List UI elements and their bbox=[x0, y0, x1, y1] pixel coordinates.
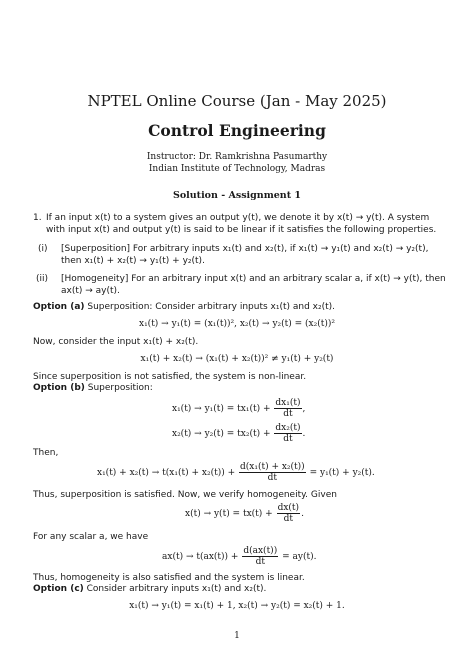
option-a-equation-1: x₁(t) → y₁(t) = (x₁(t))², x₂(t) → y₂(t) = (x₂(t))² bbox=[139, 319, 335, 329]
fraction-dx-dt bbox=[277, 503, 300, 524]
solution-heading: Solution - Assignment 1 bbox=[172, 190, 302, 201]
equation-2-tail: . bbox=[302, 429, 306, 439]
option-a-intro: Superposition: Consider arbitrary inputs x₁(t) and x₂(t). bbox=[84, 302, 336, 312]
equation-4-lhs: x(t) → y(t) = tx(t) + bbox=[185, 509, 273, 519]
fraction-d-ax-dt bbox=[242, 546, 278, 567]
option-b-heading bbox=[33, 383, 153, 394]
property-label-i: (i) bbox=[38, 244, 48, 254]
equation-2-lhs: x₂(t) → y₂(t) = tx₂(t) + bbox=[172, 429, 271, 439]
institute-line: Indian Institute of Technology, Madras bbox=[148, 164, 326, 174]
option-c-label: Option (c) bbox=[33, 584, 84, 594]
equation-5-rhs: = ay(t). bbox=[282, 552, 317, 562]
option-c-equation-1: x₁(t) → y₁(t) = x₁(t) + 1, x₂(t) → y₂(t) = x₂(t) + 1. bbox=[129, 601, 345, 611]
option-b-then: Then, bbox=[33, 448, 59, 458]
page-number: 1 bbox=[234, 631, 240, 641]
equation-4-tail: . bbox=[301, 509, 304, 519]
fraction-d-sum-dt bbox=[239, 462, 306, 483]
option-b-equation-1 bbox=[172, 398, 305, 419]
fraction-numerator: dx₁(t) bbox=[275, 398, 301, 408]
fraction-dx1-dt bbox=[274, 398, 301, 419]
option-b-label: Option (b) bbox=[33, 383, 85, 393]
homogeneity-property-line1: [Homogeneity] For an arbitrary input x(t) and an arbitrary scalar a, if x(t) → y(t), then bbox=[61, 274, 446, 284]
fraction-dx2-dt bbox=[274, 423, 301, 444]
equation-3-rhs: = y₁(t) + y₂(t). bbox=[309, 468, 375, 478]
question-number: 1. bbox=[33, 213, 42, 223]
instructor-line: Instructor: Dr. Ramkrishna Pasumarthy bbox=[146, 152, 328, 162]
property-label-ii: (ii) bbox=[36, 274, 49, 284]
course-name: NPTEL Online Course (Jan - May 2025) bbox=[87, 92, 387, 110]
homogeneity-property-line2: ax(t) → ay(t). bbox=[61, 286, 120, 296]
option-b-text-4: Thus, superposition is satisfied. Now, we verify homogeneity. Given bbox=[33, 490, 337, 500]
fraction-denominator: dt bbox=[283, 409, 293, 419]
superposition-property-line2: then x₁(t) + x₂(t) → y₁(t) + y₂(t). bbox=[61, 256, 205, 266]
fraction-denominator: dt bbox=[283, 514, 294, 524]
option-a-conclusion: Since superposition is not satisfied, the system is non-linear. bbox=[33, 372, 307, 382]
fraction-denominator: dt bbox=[255, 557, 265, 567]
fraction-numerator: dx(t) bbox=[277, 503, 300, 513]
fraction-denominator: dt bbox=[283, 434, 293, 444]
equation-3-lhs: x₁(t) + x₂(t) → t(x₁(t) + x₂(t)) + bbox=[97, 468, 236, 478]
option-b-conclusion: Thus, homogeneity is also satisfied and the system is linear. bbox=[33, 573, 305, 583]
equation-1-tail: , bbox=[302, 404, 306, 414]
equation-1-lhs: x₁(t) → y₁(t) = tx₁(t) + bbox=[172, 404, 271, 414]
option-b-equation-5 bbox=[162, 546, 316, 567]
option-c-intro: Consider arbitrary inputs x₁(t) and x₂(t). bbox=[83, 584, 267, 594]
option-b-text-5: For any scalar a, we have bbox=[33, 532, 149, 542]
option-b-intro: Superposition: bbox=[84, 383, 153, 393]
option-a-text-2: Now, consider the input x₁(t) + x₂(t). bbox=[33, 337, 199, 347]
equation-5-lhs: ax(t) → t(ax(t)) + bbox=[162, 552, 239, 562]
option-b-equation-3 bbox=[97, 462, 375, 483]
question-text-line1: If an input x(t) to a system gives an output y(t), we denote it by x(t) → y(t). A system bbox=[46, 213, 430, 223]
question-text-line2: with input x(t) and output y(t) is said to be linear if it satisfies the following properties. bbox=[46, 225, 437, 235]
fraction-numerator: d(ax(t)) bbox=[243, 546, 278, 556]
document-title: Control Engineering bbox=[148, 121, 326, 140]
fraction-numerator: dx₂(t) bbox=[275, 423, 301, 433]
fraction-numerator: d(x₁(t) + x₂(t)) bbox=[240, 462, 305, 472]
option-a-label: Option (a) bbox=[33, 302, 85, 312]
option-b-equation-4 bbox=[185, 503, 304, 524]
superposition-property-line1: [Superposition] For arbitrary inputs x₁(t) and x₂(t), if x₁(t) → y₁(t) and x₂(t) → y₂(t), bbox=[61, 244, 429, 254]
option-a-equation-2: x₁(t) + x₂(t) → (x₁(t) + x₂(t))² ≠ y₁(t) + y₂(t) bbox=[140, 354, 334, 364]
option-a-heading bbox=[33, 302, 335, 313]
option-b-equation-2 bbox=[172, 423, 305, 444]
option-c-heading bbox=[33, 584, 266, 595]
fraction-denominator: dt bbox=[267, 473, 278, 483]
